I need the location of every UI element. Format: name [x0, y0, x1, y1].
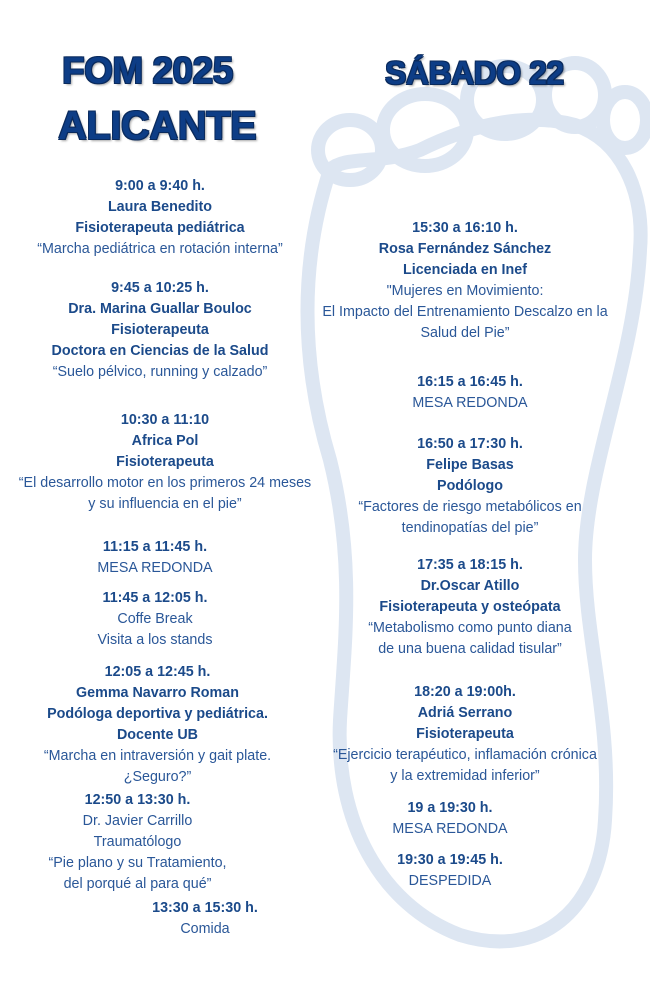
- session-left-4: [10, 537, 300, 579]
- speaker-role: Fisioterapeuta y osteópata: [379, 599, 561, 615]
- speaker-name: Gemma Navarro Roman: [76, 685, 239, 701]
- talk-title-2: tendinopatías del pie”: [401, 520, 539, 536]
- session-time: 19 a 19:30 h.: [407, 800, 493, 816]
- session-time: 12:05 a 12:45 h.: [104, 664, 211, 680]
- session-left-8: [135, 898, 275, 940]
- speaker-role: Fisioterapeuta: [416, 726, 514, 742]
- session-time: 15:30 a 16:10 h.: [412, 220, 518, 236]
- session-label: DESPEDIDA: [408, 873, 492, 889]
- talk-title-2: del porqué al para qué”: [63, 876, 212, 892]
- session-label: MESA REDONDA: [97, 560, 213, 576]
- session-time: 13:30 a 15:30 h.: [152, 900, 258, 916]
- session-time: 11:45 a 12:05 h.: [102, 590, 208, 606]
- session-time: 12:50 a 13:30 h.: [84, 792, 191, 808]
- talk-title-3: Salud del Pie”: [420, 325, 510, 341]
- session-label: Coffe Break: [117, 611, 193, 627]
- session-right-1: [310, 218, 620, 344]
- speaker-role: Traumatólogo: [93, 834, 182, 850]
- event-day: SÁBADO 22: [385, 55, 564, 91]
- session-right-6: [310, 798, 590, 840]
- session-right-2: [310, 372, 630, 414]
- talk-title-2: ¿Seguro?”: [123, 769, 192, 785]
- session-time: 19:30 a 19:45 h.: [397, 852, 503, 868]
- speaker-role: Licenciada en Inef: [403, 262, 527, 278]
- session-label: Comida: [180, 921, 230, 937]
- speaker-role: Podólogo: [437, 478, 503, 494]
- session-time: 9:45 a 10:25 h.: [111, 280, 209, 296]
- session-left-3: [10, 410, 320, 515]
- speaker-name: Dr.Oscar Atillo: [420, 578, 520, 594]
- session-label: MESA REDONDA: [412, 395, 528, 411]
- session-label-2: Visita a los stands: [97, 632, 213, 648]
- session-left-6: [10, 662, 305, 788]
- speaker-role: Fisioterapeuta pediátrica: [75, 220, 245, 236]
- session-left-1: [10, 176, 310, 260]
- speaker-role: Podóloga deportiva y pediátrica.: [47, 706, 268, 722]
- session-time: 18:20 a 19:00h.: [414, 684, 516, 700]
- speaker-name: Dr. Javier Carrillo: [82, 813, 193, 829]
- talk-title: “El desarrollo motor en los primeros 24 meses: [18, 475, 312, 491]
- talk-title: “Marcha pediátrica en rotación interna”: [37, 241, 283, 257]
- talk-title: “Ejercicio terapéutico, inflamación crónica: [333, 747, 597, 763]
- speaker-name: Adriá Serrano: [417, 705, 513, 721]
- session-time: 11:15 a 11:45 h.: [102, 539, 208, 555]
- speaker-role-2: Docente UB: [116, 727, 199, 743]
- talk-title: “Suelo pélvico, running y calzado”: [52, 364, 268, 380]
- session-right-5: [305, 682, 625, 787]
- talk-title: “Factores de riesgo metabólicos en: [358, 499, 582, 515]
- speaker-role-2: Doctora en Ciencias de la Salud: [51, 343, 269, 359]
- event-city: ALICANTE: [58, 104, 257, 148]
- speaker-name: Dra. Marina Guallar Bouloc: [68, 301, 252, 317]
- talk-title-2: El Impacto del Entrenamiento Descalzo en la: [322, 304, 608, 320]
- session-left-2: [10, 278, 310, 383]
- speaker-role: Fisioterapeuta: [111, 322, 209, 338]
- talk-title-2: y la extremidad inferior”: [390, 768, 540, 784]
- talk-title: "Mujeres en Movimiento:: [386, 283, 544, 299]
- session-time: 16:15 a 16:45 h.: [417, 374, 523, 390]
- speaker-name: Laura Benedito: [107, 199, 213, 215]
- talk-title-2: de una buena calidad tisular”: [378, 641, 562, 657]
- event-title: FOM 2025: [62, 50, 233, 91]
- session-time: 9:00 a 9:40 h.: [115, 178, 205, 194]
- session-left-7: [10, 790, 265, 895]
- session-time: 17:35 a 18:15 h.: [417, 557, 523, 573]
- talk-title: “Marcha en intraversión y gait plate.: [43, 748, 272, 764]
- speaker-name: Felipe Basas: [426, 457, 514, 473]
- talk-title: “Metabolismo como punto diana: [368, 620, 572, 636]
- session-time: 16:50 a 17:30 h.: [417, 436, 523, 452]
- session-right-3: [310, 434, 630, 539]
- session-left-5: [10, 588, 300, 651]
- session-right-4: [310, 555, 630, 660]
- speaker-name: Africa Pol: [131, 433, 199, 449]
- speaker-name: Rosa Fernández Sánchez: [378, 241, 552, 257]
- speaker-role: Fisioterapeuta: [116, 454, 214, 470]
- talk-title-2: y su influencia en el pie”: [88, 496, 242, 512]
- talk-title: “Pie plano y su Tratamiento,: [48, 855, 227, 871]
- session-label: MESA REDONDA: [392, 821, 508, 837]
- session-time: 10:30 a 11:10: [120, 412, 210, 428]
- session-right-7: [310, 850, 590, 892]
